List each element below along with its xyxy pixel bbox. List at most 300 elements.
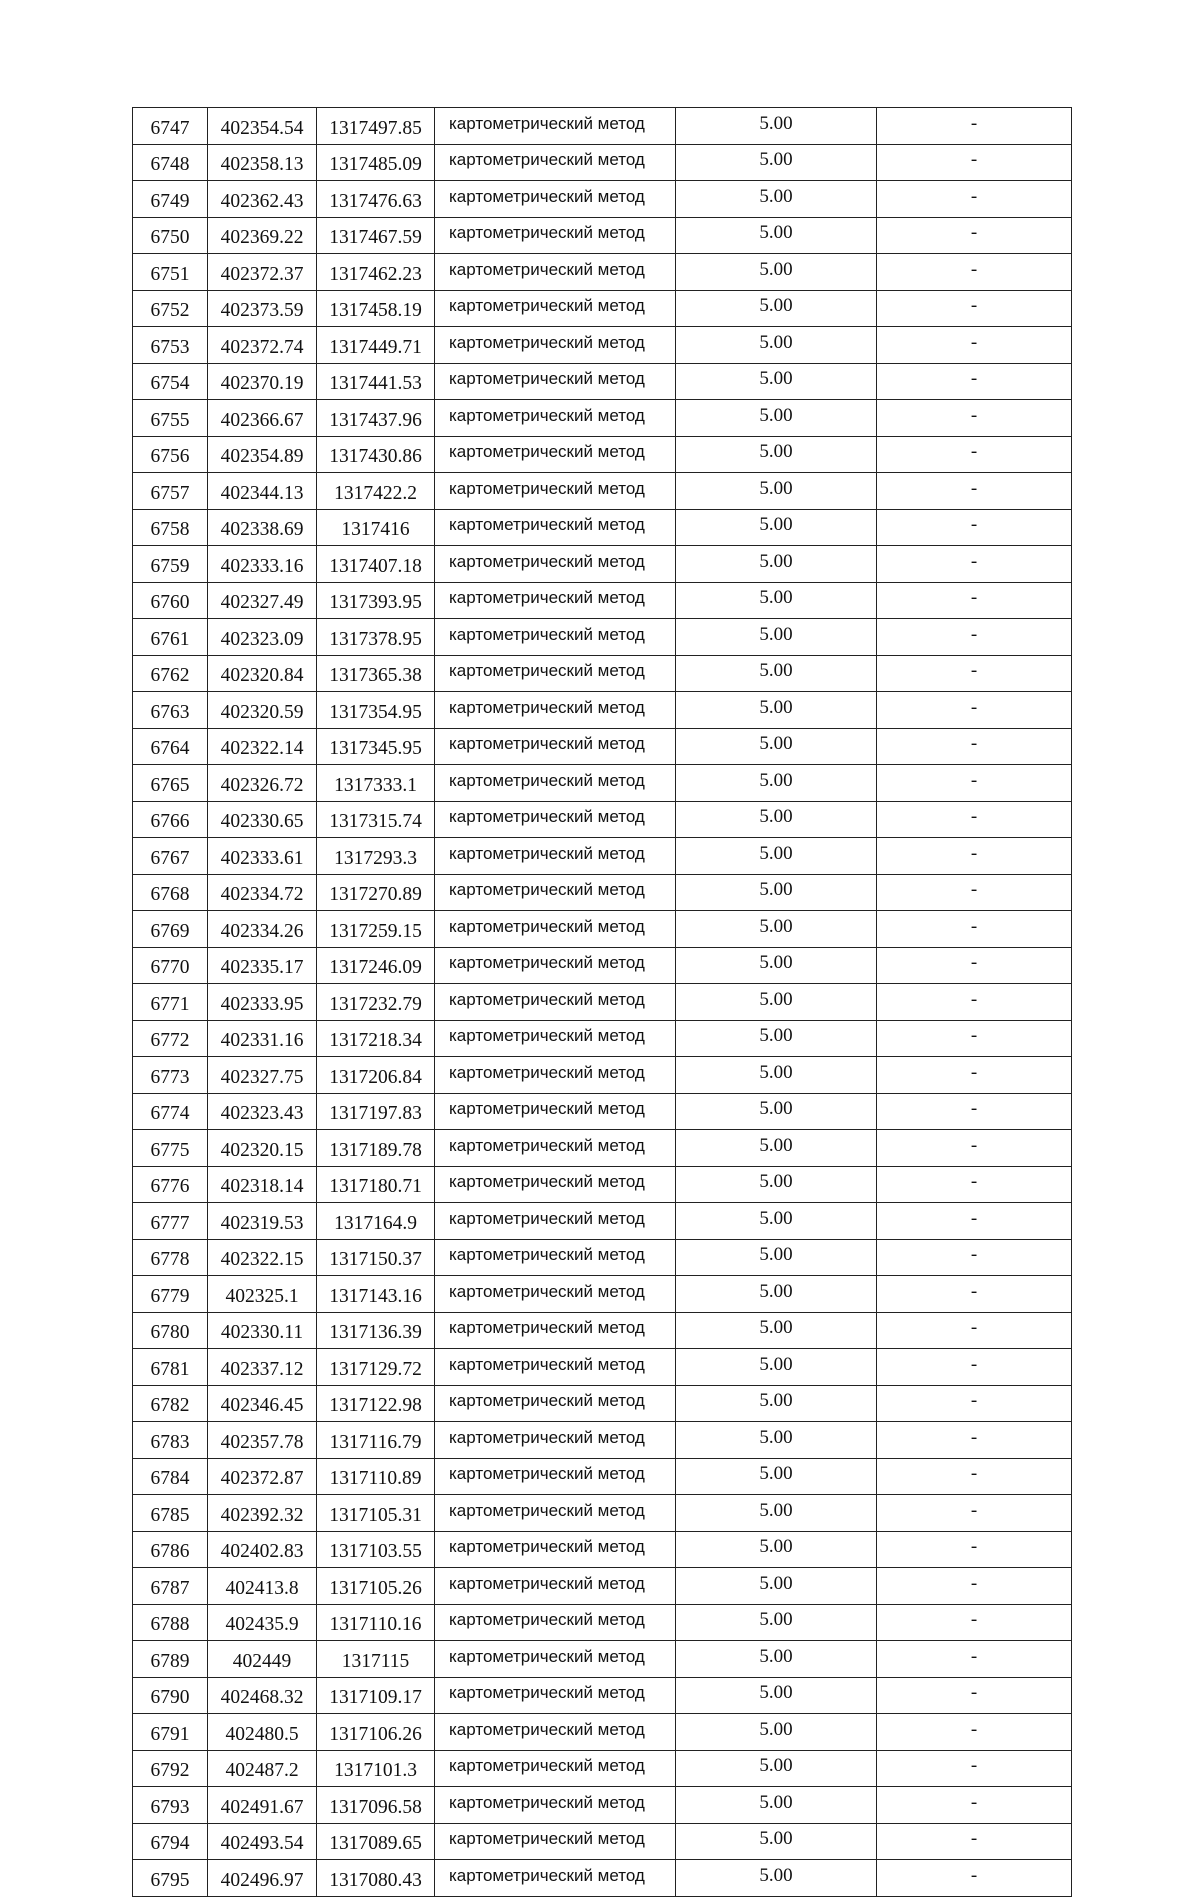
- accuracy-cell: 5.00: [676, 1276, 877, 1313]
- table-row: [133, 874, 1072, 911]
- x-coordinate-cell: 402372.37: [208, 254, 317, 291]
- x-coordinate-cell: 402331.16: [208, 1020, 317, 1057]
- point-number-cell: 6757: [133, 473, 208, 510]
- point-number-cell: 6748: [133, 144, 208, 181]
- note-cell: -: [877, 984, 1072, 1021]
- y-coordinate-cell: 1317143.16: [317, 1276, 435, 1313]
- point-number-cell: 6783: [133, 1422, 208, 1459]
- note-cell: -: [877, 838, 1072, 875]
- accuracy-cell: 5.00: [676, 1203, 877, 1240]
- table-row: [133, 1422, 1072, 1459]
- note-cell: -: [877, 1385, 1072, 1422]
- table-row: [133, 1166, 1072, 1203]
- note-cell: -: [877, 1020, 1072, 1057]
- table-row: [133, 1604, 1072, 1641]
- accuracy-cell: 5.00: [676, 1020, 877, 1057]
- table-row: [133, 947, 1072, 984]
- accuracy-cell: 5.00: [676, 655, 877, 692]
- note-cell: -: [877, 1750, 1072, 1787]
- method-cell: картометрический метод: [435, 984, 676, 1021]
- method-cell: картометрический метод: [435, 108, 676, 145]
- method-cell: картометрический метод: [435, 1714, 676, 1751]
- accuracy-cell: 5.00: [676, 1458, 877, 1495]
- note-cell: -: [877, 1568, 1072, 1605]
- x-coordinate-cell: 402366.67: [208, 400, 317, 437]
- method-cell: картометрический метод: [435, 1823, 676, 1860]
- y-coordinate-cell: 1317232.79: [317, 984, 435, 1021]
- point-number-cell: 6760: [133, 582, 208, 619]
- x-coordinate-cell: 402358.13: [208, 144, 317, 181]
- y-coordinate-cell: 1317218.34: [317, 1020, 435, 1057]
- accuracy-cell: 5.00: [676, 327, 877, 364]
- accuracy-cell: 5.00: [676, 546, 877, 583]
- accuracy-cell: 5.00: [676, 1604, 877, 1641]
- y-coordinate-cell: 1317441.53: [317, 363, 435, 400]
- note-cell: -: [877, 290, 1072, 327]
- accuracy-cell: 5.00: [676, 765, 877, 802]
- point-number-cell: 6764: [133, 728, 208, 765]
- table-row: [133, 546, 1072, 583]
- x-coordinate-cell: 402338.69: [208, 509, 317, 546]
- method-cell: картометрический метод: [435, 1349, 676, 1386]
- y-coordinate-cell: 1317129.72: [317, 1349, 435, 1386]
- method-cell: картометрический метод: [435, 400, 676, 437]
- x-coordinate-cell: 402493.54: [208, 1823, 317, 1860]
- y-coordinate-cell: 1317416: [317, 509, 435, 546]
- table-row: [133, 108, 1072, 145]
- table-row: [133, 1239, 1072, 1276]
- accuracy-cell: 5.00: [676, 1823, 877, 1860]
- x-coordinate-cell: 402320.15: [208, 1130, 317, 1167]
- note-cell: -: [877, 181, 1072, 218]
- table-row: [133, 1349, 1072, 1386]
- table-row: [133, 144, 1072, 181]
- method-cell: картометрический метод: [435, 1093, 676, 1130]
- point-number-cell: 6758: [133, 509, 208, 546]
- method-cell: картометрический метод: [435, 363, 676, 400]
- method-cell: картометрический метод: [435, 947, 676, 984]
- method-cell: картометрический метод: [435, 1787, 676, 1824]
- method-cell: картометрический метод: [435, 144, 676, 181]
- x-coordinate-cell: 402334.26: [208, 911, 317, 948]
- y-coordinate-cell: 1317476.63: [317, 181, 435, 218]
- note-cell: -: [877, 874, 1072, 911]
- table-row: [133, 765, 1072, 802]
- y-coordinate-cell: 1317150.37: [317, 1239, 435, 1276]
- method-cell: картометрический метод: [435, 473, 676, 510]
- method-cell: картометрический метод: [435, 1239, 676, 1276]
- accuracy-cell: 5.00: [676, 1349, 877, 1386]
- method-cell: картометрический метод: [435, 1385, 676, 1422]
- y-coordinate-cell: 1317485.09: [317, 144, 435, 181]
- accuracy-cell: 5.00: [676, 363, 877, 400]
- method-cell: картометрический метод: [435, 1750, 676, 1787]
- point-number-cell: 6793: [133, 1787, 208, 1824]
- point-number-cell: 6756: [133, 436, 208, 473]
- point-number-cell: 6792: [133, 1750, 208, 1787]
- note-cell: -: [877, 1349, 1072, 1386]
- method-cell: картометрический метод: [435, 1677, 676, 1714]
- point-number-cell: 6763: [133, 692, 208, 729]
- point-number-cell: 6789: [133, 1641, 208, 1678]
- method-cell: картометрический метод: [435, 1130, 676, 1167]
- accuracy-cell: 5.00: [676, 947, 877, 984]
- table-row: [133, 400, 1072, 437]
- note-cell: -: [877, 1860, 1072, 1897]
- point-number-cell: 6771: [133, 984, 208, 1021]
- accuracy-cell: 5.00: [676, 473, 877, 510]
- point-number-cell: 6779: [133, 1276, 208, 1313]
- x-coordinate-cell: 402392.32: [208, 1495, 317, 1532]
- accuracy-cell: 5.00: [676, 1166, 877, 1203]
- y-coordinate-cell: 1317345.95: [317, 728, 435, 765]
- note-cell: -: [877, 692, 1072, 729]
- x-coordinate-cell: 402330.65: [208, 801, 317, 838]
- x-coordinate-cell: 402346.45: [208, 1385, 317, 1422]
- table-row: [133, 1312, 1072, 1349]
- point-number-cell: 6777: [133, 1203, 208, 1240]
- table-row: [133, 509, 1072, 546]
- point-number-cell: 6790: [133, 1677, 208, 1714]
- table-row: [133, 582, 1072, 619]
- point-number-cell: 6762: [133, 655, 208, 692]
- y-coordinate-cell: 1317115: [317, 1641, 435, 1678]
- table-row: [133, 473, 1072, 510]
- coordinates-table: [132, 107, 1072, 1897]
- note-cell: -: [877, 1531, 1072, 1568]
- y-coordinate-cell: 1317206.84: [317, 1057, 435, 1094]
- point-number-cell: 6788: [133, 1604, 208, 1641]
- note-cell: -: [877, 1057, 1072, 1094]
- point-number-cell: 6782: [133, 1385, 208, 1422]
- method-cell: картометрический метод: [435, 1203, 676, 1240]
- note-cell: -: [877, 582, 1072, 619]
- y-coordinate-cell: 1317333.1: [317, 765, 435, 802]
- method-cell: картометрический метод: [435, 1531, 676, 1568]
- y-coordinate-cell: 1317458.19: [317, 290, 435, 327]
- accuracy-cell: 5.00: [676, 1239, 877, 1276]
- x-coordinate-cell: 402491.67: [208, 1787, 317, 1824]
- table-row: [133, 327, 1072, 364]
- note-cell: -: [877, 619, 1072, 656]
- y-coordinate-cell: 1317122.98: [317, 1385, 435, 1422]
- note-cell: -: [877, 1166, 1072, 1203]
- x-coordinate-cell: 402320.84: [208, 655, 317, 692]
- accuracy-cell: 5.00: [676, 582, 877, 619]
- method-cell: картометрический метод: [435, 1604, 676, 1641]
- method-cell: картометрический метод: [435, 1312, 676, 1349]
- table-row: [133, 655, 1072, 692]
- x-coordinate-cell: 402487.2: [208, 1750, 317, 1787]
- point-number-cell: 6784: [133, 1458, 208, 1495]
- method-cell: картометрический метод: [435, 692, 676, 729]
- point-number-cell: 6750: [133, 217, 208, 254]
- table-row: [133, 1458, 1072, 1495]
- x-coordinate-cell: 402372.87: [208, 1458, 317, 1495]
- y-coordinate-cell: 1317293.3: [317, 838, 435, 875]
- y-coordinate-cell: 1317116.79: [317, 1422, 435, 1459]
- point-number-cell: 6786: [133, 1531, 208, 1568]
- note-cell: -: [877, 327, 1072, 364]
- table-row: [133, 1276, 1072, 1313]
- y-coordinate-cell: 1317422.2: [317, 473, 435, 510]
- note-cell: -: [877, 1312, 1072, 1349]
- table-row: [133, 1787, 1072, 1824]
- y-coordinate-cell: 1317109.17: [317, 1677, 435, 1714]
- y-coordinate-cell: 1317467.59: [317, 217, 435, 254]
- table-row: [133, 801, 1072, 838]
- x-coordinate-cell: 402326.72: [208, 765, 317, 802]
- note-cell: -: [877, 765, 1072, 802]
- note-cell: -: [877, 1823, 1072, 1860]
- y-coordinate-cell: 1317430.86: [317, 436, 435, 473]
- table-row: [133, 1495, 1072, 1532]
- accuracy-cell: 5.00: [676, 1057, 877, 1094]
- point-number-cell: 6772: [133, 1020, 208, 1057]
- accuracy-cell: 5.00: [676, 509, 877, 546]
- x-coordinate-cell: 402335.17: [208, 947, 317, 984]
- table-row: [133, 1677, 1072, 1714]
- table-row: [133, 1130, 1072, 1167]
- table-row: [133, 290, 1072, 327]
- x-coordinate-cell: 402369.22: [208, 217, 317, 254]
- note-cell: -: [877, 400, 1072, 437]
- y-coordinate-cell: 1317089.65: [317, 1823, 435, 1860]
- accuracy-cell: 5.00: [676, 1422, 877, 1459]
- note-cell: -: [877, 546, 1072, 583]
- accuracy-cell: 5.00: [676, 144, 877, 181]
- accuracy-cell: 5.00: [676, 1787, 877, 1824]
- table-row: [133, 1860, 1072, 1897]
- method-cell: картометрический метод: [435, 546, 676, 583]
- x-coordinate-cell: 402449: [208, 1641, 317, 1678]
- method-cell: картометрический метод: [435, 838, 676, 875]
- method-cell: картометрический метод: [435, 254, 676, 291]
- table-row: [133, 838, 1072, 875]
- method-cell: картометрический метод: [435, 1422, 676, 1459]
- table-row: [133, 1568, 1072, 1605]
- point-number-cell: 6769: [133, 911, 208, 948]
- accuracy-cell: 5.00: [676, 1531, 877, 1568]
- point-number-cell: 6749: [133, 181, 208, 218]
- note-cell: -: [877, 655, 1072, 692]
- point-number-cell: 6791: [133, 1714, 208, 1751]
- method-cell: картометрический метод: [435, 582, 676, 619]
- note-cell: -: [877, 1422, 1072, 1459]
- y-coordinate-cell: 1317393.95: [317, 582, 435, 619]
- method-cell: картометрический метод: [435, 509, 676, 546]
- table-row: [133, 1714, 1072, 1751]
- method-cell: картометрический метод: [435, 728, 676, 765]
- x-coordinate-cell: 402327.75: [208, 1057, 317, 1094]
- note-cell: -: [877, 1495, 1072, 1532]
- table-row: [133, 1823, 1072, 1860]
- table-row: [133, 619, 1072, 656]
- method-cell: картометрический метод: [435, 436, 676, 473]
- table-row: [133, 1203, 1072, 1240]
- note-cell: -: [877, 217, 1072, 254]
- point-number-cell: 6781: [133, 1349, 208, 1386]
- accuracy-cell: 5.00: [676, 1312, 877, 1349]
- accuracy-cell: 5.00: [676, 1750, 877, 1787]
- note-cell: -: [877, 254, 1072, 291]
- point-number-cell: 6751: [133, 254, 208, 291]
- method-cell: картометрический метод: [435, 765, 676, 802]
- x-coordinate-cell: 402322.15: [208, 1239, 317, 1276]
- accuracy-cell: 5.00: [676, 1641, 877, 1678]
- note-cell: -: [877, 1458, 1072, 1495]
- method-cell: картометрический метод: [435, 1057, 676, 1094]
- method-cell: картометрический метод: [435, 801, 676, 838]
- accuracy-cell: 5.00: [676, 181, 877, 218]
- note-cell: -: [877, 801, 1072, 838]
- table-row: [133, 363, 1072, 400]
- method-cell: картометрический метод: [435, 911, 676, 948]
- table-row: [133, 1385, 1072, 1422]
- point-number-cell: 6795: [133, 1860, 208, 1897]
- y-coordinate-cell: 1317437.96: [317, 400, 435, 437]
- y-coordinate-cell: 1317407.18: [317, 546, 435, 583]
- note-cell: -: [877, 108, 1072, 145]
- method-cell: картометрический метод: [435, 1568, 676, 1605]
- method-cell: картометрический метод: [435, 217, 676, 254]
- note-cell: -: [877, 1130, 1072, 1167]
- note-cell: -: [877, 1641, 1072, 1678]
- accuracy-cell: 5.00: [676, 436, 877, 473]
- point-number-cell: 6780: [133, 1312, 208, 1349]
- y-coordinate-cell: 1317180.71: [317, 1166, 435, 1203]
- table-row: [133, 1020, 1072, 1057]
- accuracy-cell: 5.00: [676, 1568, 877, 1605]
- point-number-cell: 6766: [133, 801, 208, 838]
- point-number-cell: 6785: [133, 1495, 208, 1532]
- method-cell: картометрический метод: [435, 1020, 676, 1057]
- x-coordinate-cell: 402370.19: [208, 363, 317, 400]
- table-row: [133, 436, 1072, 473]
- table-row: [133, 1750, 1072, 1787]
- point-number-cell: 6753: [133, 327, 208, 364]
- table-row: [133, 254, 1072, 291]
- x-coordinate-cell: 402402.83: [208, 1531, 317, 1568]
- point-number-cell: 6787: [133, 1568, 208, 1605]
- y-coordinate-cell: 1317449.71: [317, 327, 435, 364]
- point-number-cell: 6768: [133, 874, 208, 911]
- y-coordinate-cell: 1317080.43: [317, 1860, 435, 1897]
- accuracy-cell: 5.00: [676, 1093, 877, 1130]
- table-row: [133, 181, 1072, 218]
- x-coordinate-cell: 402344.13: [208, 473, 317, 510]
- accuracy-cell: 5.00: [676, 911, 877, 948]
- note-cell: -: [877, 1677, 1072, 1714]
- y-coordinate-cell: 1317378.95: [317, 619, 435, 656]
- table-row: [133, 728, 1072, 765]
- accuracy-cell: 5.00: [676, 217, 877, 254]
- y-coordinate-cell: 1317103.55: [317, 1531, 435, 1568]
- y-coordinate-cell: 1317106.26: [317, 1714, 435, 1751]
- note-cell: -: [877, 144, 1072, 181]
- method-cell: картометрический метод: [435, 290, 676, 327]
- x-coordinate-cell: 402496.97: [208, 1860, 317, 1897]
- method-cell: картометрический метод: [435, 181, 676, 218]
- y-coordinate-cell: 1317101.3: [317, 1750, 435, 1787]
- point-number-cell: 6761: [133, 619, 208, 656]
- method-cell: картометрический метод: [435, 327, 676, 364]
- x-coordinate-cell: 402354.54: [208, 108, 317, 145]
- y-coordinate-cell: 1317197.83: [317, 1093, 435, 1130]
- point-number-cell: 6775: [133, 1130, 208, 1167]
- table-row: [133, 1093, 1072, 1130]
- note-cell: -: [877, 1239, 1072, 1276]
- point-number-cell: 6747: [133, 108, 208, 145]
- accuracy-cell: 5.00: [676, 108, 877, 145]
- table-row: [133, 984, 1072, 1021]
- x-coordinate-cell: 402435.9: [208, 1604, 317, 1641]
- x-coordinate-cell: 402333.61: [208, 838, 317, 875]
- x-coordinate-cell: 402319.53: [208, 1203, 317, 1240]
- note-cell: -: [877, 947, 1072, 984]
- accuracy-cell: 5.00: [676, 290, 877, 327]
- x-coordinate-cell: 402330.11: [208, 1312, 317, 1349]
- x-coordinate-cell: 402323.43: [208, 1093, 317, 1130]
- accuracy-cell: 5.00: [676, 1714, 877, 1751]
- point-number-cell: 6774: [133, 1093, 208, 1130]
- accuracy-cell: 5.00: [676, 254, 877, 291]
- y-coordinate-cell: 1317462.23: [317, 254, 435, 291]
- accuracy-cell: 5.00: [676, 619, 877, 656]
- point-number-cell: 6755: [133, 400, 208, 437]
- note-cell: -: [877, 1787, 1072, 1824]
- point-number-cell: 6776: [133, 1166, 208, 1203]
- note-cell: -: [877, 1276, 1072, 1313]
- method-cell: картометрический метод: [435, 1860, 676, 1897]
- note-cell: -: [877, 1714, 1072, 1751]
- x-coordinate-cell: 402318.14: [208, 1166, 317, 1203]
- method-cell: картометрический метод: [435, 874, 676, 911]
- note-cell: -: [877, 1093, 1072, 1130]
- point-number-cell: 6770: [133, 947, 208, 984]
- accuracy-cell: 5.00: [676, 1860, 877, 1897]
- method-cell: картометрический метод: [435, 655, 676, 692]
- accuracy-cell: 5.00: [676, 1130, 877, 1167]
- note-cell: -: [877, 473, 1072, 510]
- accuracy-cell: 5.00: [676, 1677, 877, 1714]
- x-coordinate-cell: 402413.8: [208, 1568, 317, 1605]
- x-coordinate-cell: 402480.5: [208, 1714, 317, 1751]
- coordinates-table-body: [133, 108, 1072, 1897]
- note-cell: -: [877, 911, 1072, 948]
- x-coordinate-cell: 402373.59: [208, 290, 317, 327]
- x-coordinate-cell: 402322.14: [208, 728, 317, 765]
- note-cell: -: [877, 363, 1072, 400]
- point-number-cell: 6767: [133, 838, 208, 875]
- accuracy-cell: 5.00: [676, 692, 877, 729]
- y-coordinate-cell: 1317164.9: [317, 1203, 435, 1240]
- y-coordinate-cell: 1317189.78: [317, 1130, 435, 1167]
- x-coordinate-cell: 402325.1: [208, 1276, 317, 1313]
- accuracy-cell: 5.00: [676, 984, 877, 1021]
- x-coordinate-cell: 402334.72: [208, 874, 317, 911]
- note-cell: -: [877, 436, 1072, 473]
- y-coordinate-cell: 1317096.58: [317, 1787, 435, 1824]
- table-row: [133, 911, 1072, 948]
- point-number-cell: 6773: [133, 1057, 208, 1094]
- point-number-cell: 6765: [133, 765, 208, 802]
- point-number-cell: 6778: [133, 1239, 208, 1276]
- x-coordinate-cell: 402468.32: [208, 1677, 317, 1714]
- y-coordinate-cell: 1317270.89: [317, 874, 435, 911]
- x-coordinate-cell: 402333.95: [208, 984, 317, 1021]
- y-coordinate-cell: 1317110.89: [317, 1458, 435, 1495]
